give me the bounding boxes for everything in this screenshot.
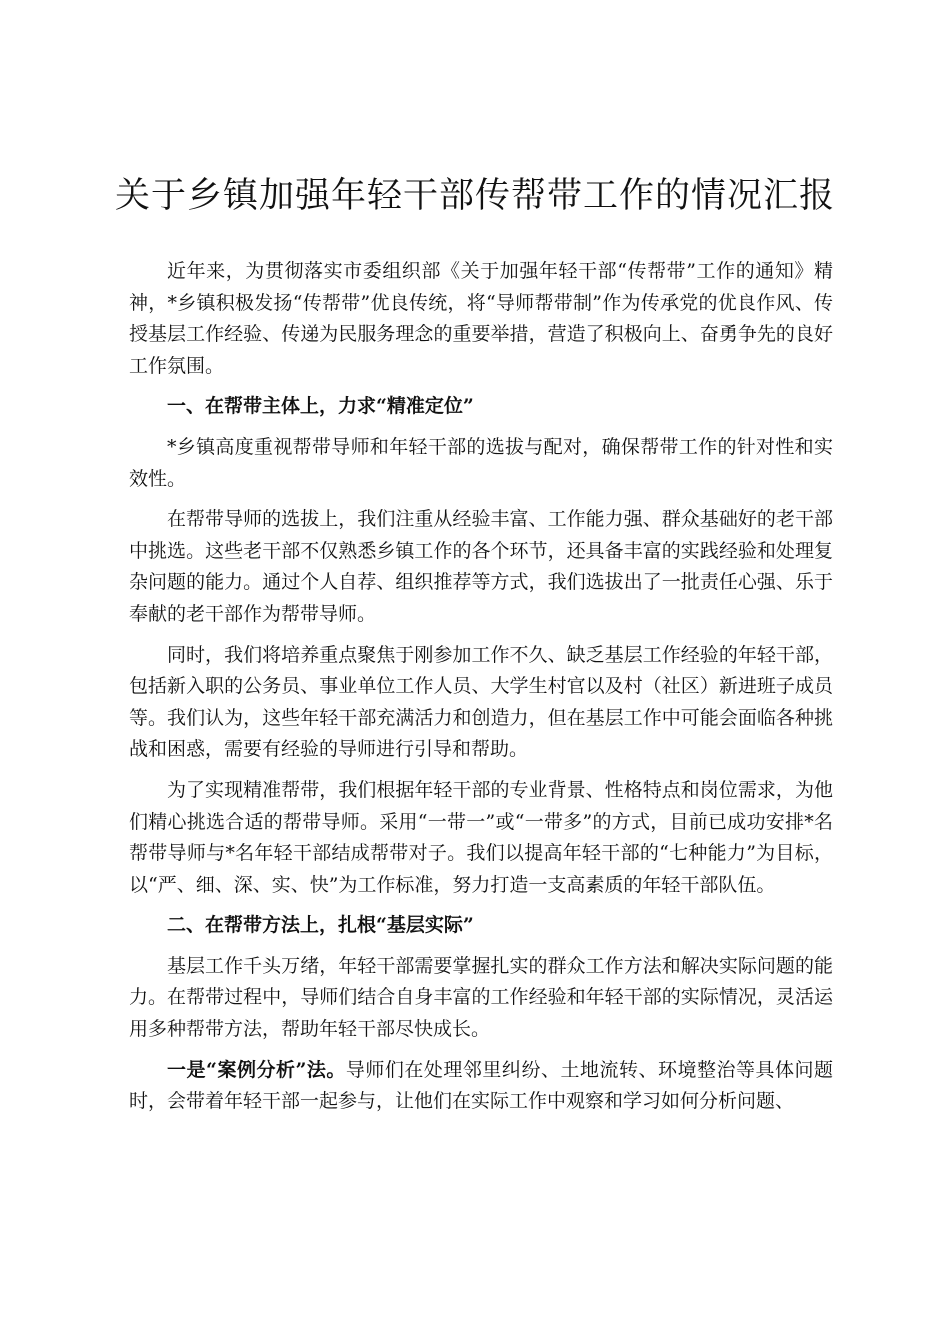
section-heading-1: 一、在帮带主体上，力求“精准定位” [167,395,474,418]
section-heading-2: 二、在帮带方法上，扎根“基层实际” [167,914,474,937]
paragraph-lead: 一是“案例分析”法。 [167,1058,346,1081]
intro-paragraph: 近年来，为贯彻落实市委组织部《关于加强年轻干部“传帮带”工作的通知》精神，*乡镇积极发扬“传帮带”优良传统，将“导师帮带制”作为传承党的优良作风、传授基层工作经验、传递为民服务理念的重要举措，营造了积极向上、奋勇争先的良好工作氛围。 [129,260,833,377]
body-paragraph: 在帮带导师的选拔上，我们注重从经验丰富、工作能力强、群众基础好的老干部中挑选。这些老干部不仅熟悉乡镇工作的各个环节，还具备丰富的实践经验和处理复杂问题的能力。通过个人自荐、组织推荐等方式，我们选拔出了一批责任心强、乐于奉献的老干部作为帮带导师。 [129,508,833,625]
document-title: 关于乡镇加强年轻干部传帮带工作的情况汇报 [114,176,835,216]
body-paragraph-with-lead [129,1055,833,1118]
body-paragraph: 基层工作千头万绪，年轻干部需要掌握扎实的群众工作方法和解决实际问题的能力。在帮带过程中，导师们结合自身丰富的工作经验和年轻干部的实际情况，灵活运用多种帮带方法，帮助年轻干部尽快成长。 [129,954,833,1041]
document-body [129,256,833,1127]
body-paragraph: 同时，我们将培养重点聚焦于刚参加工作不久、缺乏基层工作经验的年轻干部，包括新入职的公务员、事业单位工作人员、大学生村官以及村（社区）新进班子成员等。我们认为，这些年轻干部充满活力和创造力，但在基层工作中可能会面临各种挑战和困惑，需要有经验的导师进行引导和帮助。 [129,643,833,761]
body-paragraph: *乡镇高度重视帮带导师和年轻干部的选拔与配对，确保帮带工作的针对性和实效性。 [129,435,833,490]
body-paragraph: 为了实现精准帮带，我们根据年轻干部的专业背景、性格特点和岗位需求，为他们精心挑选合适的帮带导师。采用“一带一”或“一带多”的方式，目前已成功安排*名帮带导师与*名年轻干部结成帮带对子。我们以提高年轻干部的“七种能力”为目标，以“严、细、深、实、快”为工作标准，努力打造一支高素质的年轻干部队伍。 [129,778,833,896]
paragraph-text: 导师们在处理邻里纠纷、土地流转、环境整治等具体问题时，会带着年轻干部一起参与，让他们在实际工作中观察和学习如何分析问题、 [129,1058,833,1113]
